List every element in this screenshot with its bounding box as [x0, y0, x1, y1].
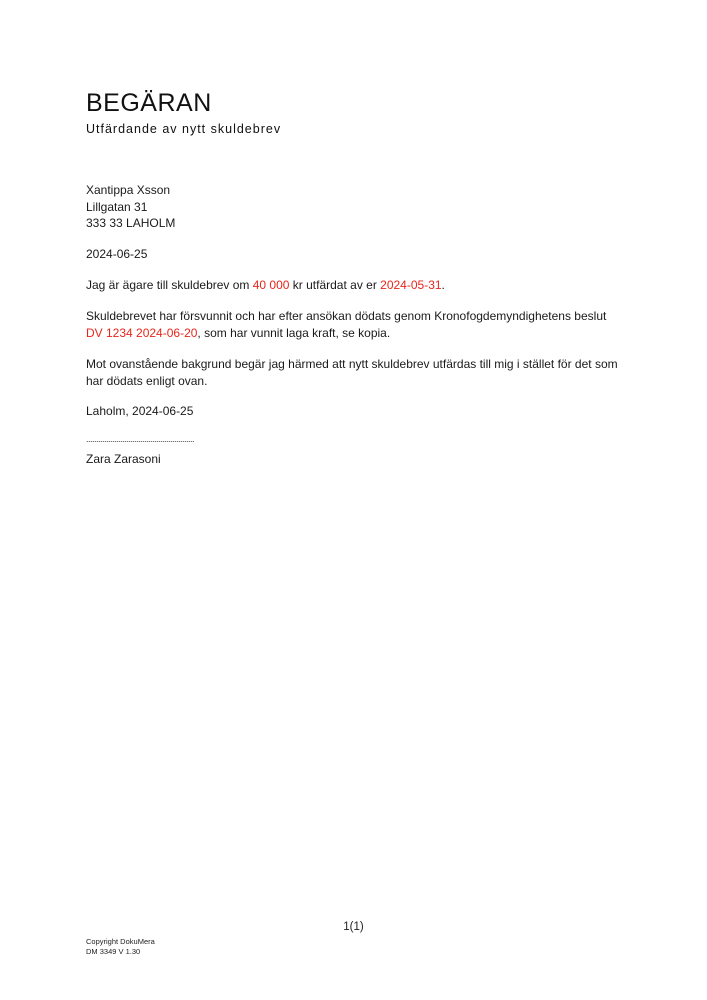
sender-street: Lillgatan 31	[86, 199, 148, 214]
signature-place-date: Laholm, 2024-06-25	[86, 404, 194, 418]
footer-version: DM 3349 V 1.30	[86, 947, 141, 956]
paragraph-lost-note-text-2: , som har vunnit laga kraft, se kopia.	[197, 325, 391, 340]
sender-postal: 333 33 LAHOLM	[86, 216, 176, 230]
paragraph-request: Mot ovanstående bakgrund begär jag härmed att nytt skuldebrev utfärdas till mig i stället för det som har dödats enligt ovan.	[86, 357, 618, 388]
loan-amount: 40 000	[252, 278, 290, 292]
document-subtitle: Utfärdande av nytt skuldebrev	[86, 122, 282, 136]
page-number: 1(1)	[343, 921, 364, 933]
issue-date: 2024-05-31	[380, 278, 442, 292]
document-title: BEGÄRAN	[86, 89, 212, 117]
paragraph-ownership	[86, 277, 445, 294]
paragraph-ownership-text-1: Jag är ägare till skuldebrev om	[86, 278, 253, 292]
signer-name: Zara Zarasoni	[86, 452, 161, 466]
paragraph-lost-note	[86, 308, 626, 341]
footer	[86, 937, 155, 957]
footer-copyright: Copyright DokuMera	[86, 937, 155, 946]
paragraph-ownership-text-2: kr utfärdat av er	[289, 278, 381, 292]
decision-reference: DV 1234 2024-06-20	[86, 325, 198, 340]
paragraph-ownership-text-3: .	[441, 278, 445, 292]
sender-address	[86, 182, 175, 232]
letter-date: 2024-06-25	[86, 247, 148, 261]
sender-name: Xantippa Xsson	[86, 183, 171, 197]
paragraph-lost-note-text-1: Skuldebrevet har försvunnit och har efter ansökan dödats genom Kronofogdemyndighetens beslut	[86, 309, 607, 323]
signature-line: ......................................................	[86, 434, 195, 444]
